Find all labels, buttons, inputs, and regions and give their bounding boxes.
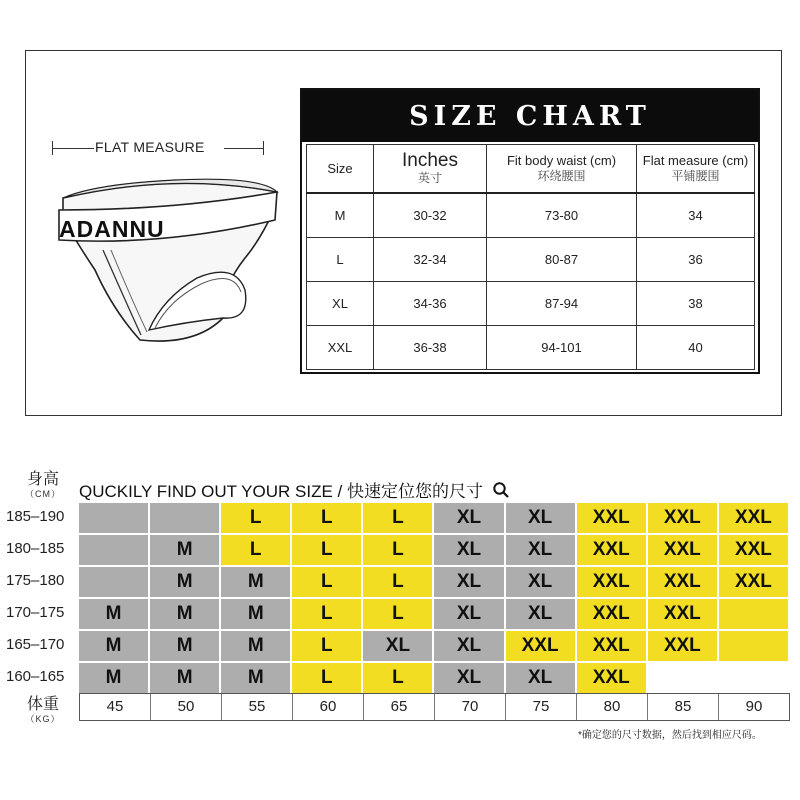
size-cell: L — [307, 238, 374, 282]
grid-cell: XXL — [577, 663, 646, 693]
weight-label-unit: （KG） — [25, 714, 61, 724]
grid-cell: XL — [506, 663, 575, 693]
grid-cell: XXL — [648, 503, 717, 533]
grid-cell: L — [292, 599, 361, 629]
header-flat — [637, 145, 755, 194]
size-chart-table — [300, 88, 760, 374]
grid-cell: XXL — [648, 567, 717, 597]
grid-row — [79, 663, 788, 693]
size-cell: XXL — [307, 326, 374, 370]
grid-cell: M — [150, 567, 219, 597]
waist-cell: 94-101 — [487, 326, 637, 370]
weight-label: 70 — [434, 694, 505, 720]
grid-cell: XXL — [648, 535, 717, 565]
grid-cell: M — [79, 663, 148, 693]
waist-cell: 73-80 — [487, 193, 637, 238]
grid-cell: M — [150, 631, 219, 661]
height-label: 180–185 — [6, 540, 65, 557]
grid-cell: L — [363, 567, 432, 597]
grid-cell: L — [292, 567, 361, 597]
flat-cell: 40 — [637, 326, 755, 370]
grid-cell: XL — [434, 599, 503, 629]
grid-cell: M — [150, 599, 219, 629]
brand-logo: ADANNU — [59, 216, 165, 242]
grid-cell: L — [292, 503, 361, 533]
flat-cell: 34 — [637, 193, 755, 238]
height-label: 165–170 — [6, 636, 65, 653]
grid-cell — [79, 503, 148, 533]
table-row — [307, 238, 755, 282]
weight-scale — [79, 693, 790, 721]
grid-cell: XXL — [577, 599, 646, 629]
weight-label: 45 — [106, 698, 124, 715]
weight-label: 60 — [292, 694, 363, 720]
grid-cell: XXL — [577, 535, 646, 565]
grid-cell: L — [363, 599, 432, 629]
grid-cell: M — [79, 599, 148, 629]
weight-label: 65 — [363, 694, 434, 720]
height-label: 170–175 — [6, 604, 65, 621]
grid-cell: XXL — [577, 631, 646, 661]
measure-cap-right — [263, 141, 264, 155]
grid-cell: XL — [506, 599, 575, 629]
grid-row — [79, 567, 788, 597]
size-table-header — [307, 145, 755, 194]
grid-cell — [719, 663, 788, 693]
size-cell: XL — [307, 282, 374, 326]
grid-cell: XL — [506, 535, 575, 565]
grid-cell: M — [221, 567, 290, 597]
grid-row — [79, 535, 788, 565]
finder-title-text: QUCKILY FIND OUT YOUR SIZE / 快速定位您的尺寸 — [79, 482, 483, 501]
grid-cell — [150, 503, 219, 533]
grid-cell: L — [363, 503, 432, 533]
header-waist-zh: 环绕腰围 — [537, 169, 586, 183]
grid-cell: XXL — [648, 599, 717, 629]
size-table — [306, 144, 755, 370]
size-chart-title: SIZE CHART — [302, 90, 758, 142]
flat-cell: 36 — [637, 238, 755, 282]
height-label-zh: 身高 — [26, 471, 59, 488]
grid-cell — [719, 631, 788, 661]
weight-label: 55 — [221, 694, 292, 720]
size-finder-grid — [79, 501, 790, 695]
height-label-unit: （CM） — [25, 489, 61, 499]
weight-label-zh: 体重 — [26, 696, 59, 713]
table-row — [307, 326, 755, 370]
finder-title — [79, 477, 510, 504]
flat-cell: 38 — [637, 282, 755, 326]
grid-cell — [79, 535, 148, 565]
weight-label: 50 — [150, 694, 221, 720]
height-axis-label — [18, 471, 68, 500]
inches-cell: 32-34 — [374, 238, 487, 282]
grid-cell: XL — [363, 631, 432, 661]
waist-cell: 87-94 — [487, 282, 637, 326]
inches-cell: 30-32 — [374, 193, 487, 238]
grid-cell: M — [221, 599, 290, 629]
grid-cell: L — [292, 663, 361, 693]
grid-cell: XL — [506, 567, 575, 597]
grid-cell: XXL — [648, 631, 717, 661]
height-label: 175–180 — [6, 572, 65, 589]
grid-row — [79, 503, 788, 533]
grid-row — [79, 631, 788, 661]
inches-cell: 36-38 — [374, 326, 487, 370]
weight-label: 85 — [647, 694, 718, 720]
header-inches-en: Inches — [402, 150, 458, 171]
header-size — [307, 145, 374, 194]
weight-label: 80 — [576, 694, 647, 720]
grid-cell: XXL — [577, 503, 646, 533]
grid-cell: M — [221, 631, 290, 661]
grid-cell: XXL — [719, 535, 788, 565]
height-label: 160–165 — [6, 668, 65, 685]
grid-cell: XXL — [719, 503, 788, 533]
size-grid-table — [77, 501, 790, 695]
grid-cell: L — [363, 535, 432, 565]
footnote: *确定您的尺寸数据，然后找到相应尺码。 — [578, 730, 762, 741]
header-size-label: Size — [327, 160, 353, 176]
table-row — [307, 193, 755, 238]
weight-label: 90 — [718, 694, 789, 720]
weight-label: 75 — [505, 694, 576, 720]
grid-cell: L — [292, 535, 361, 565]
grid-cell: L — [221, 503, 290, 533]
size-cell: M — [307, 193, 374, 238]
grid-cell: XXL — [506, 631, 575, 661]
waist-cell: 80-87 — [487, 238, 637, 282]
grid-row — [79, 599, 788, 629]
grid-cell: XXL — [719, 567, 788, 597]
header-flat-en: Flat measure (cm) — [642, 153, 749, 168]
brief-illustration — [45, 170, 305, 350]
table-row — [307, 282, 755, 326]
header-flat-zh: 平铺腰围 — [671, 169, 720, 183]
grid-cell: XL — [506, 503, 575, 533]
measure-line-right — [224, 148, 264, 149]
grid-cell: L — [292, 631, 361, 661]
grid-cell — [719, 599, 788, 629]
header-inches — [374, 145, 487, 194]
grid-cell: XXL — [577, 567, 646, 597]
weight-axis-label — [18, 696, 68, 725]
header-waist-en: Fit body waist (cm) — [506, 153, 617, 168]
header-inches-zh: 英寸 — [417, 171, 442, 185]
flat-measure-label: FLAT MEASURE — [95, 139, 205, 155]
grid-cell: XL — [434, 663, 503, 693]
measure-line-left — [52, 148, 94, 149]
grid-cell — [79, 567, 148, 597]
grid-cell: M — [221, 663, 290, 693]
grid-cell: L — [221, 535, 290, 565]
inches-cell: 34-36 — [374, 282, 487, 326]
grid-cell: XL — [434, 503, 503, 533]
grid-cell: M — [150, 663, 219, 693]
flat-measure-indicator — [52, 139, 264, 157]
grid-cell: XL — [434, 567, 503, 597]
grid-cell: M — [79, 631, 148, 661]
grid-cell: M — [150, 535, 219, 565]
grid-cell — [648, 663, 717, 693]
header-waist — [487, 145, 637, 194]
height-label: 185–190 — [6, 508, 65, 525]
height-labels — [6, 501, 76, 693]
grid-cell: L — [363, 663, 432, 693]
grid-cell: XL — [434, 631, 503, 661]
grid-cell: XL — [434, 535, 503, 565]
